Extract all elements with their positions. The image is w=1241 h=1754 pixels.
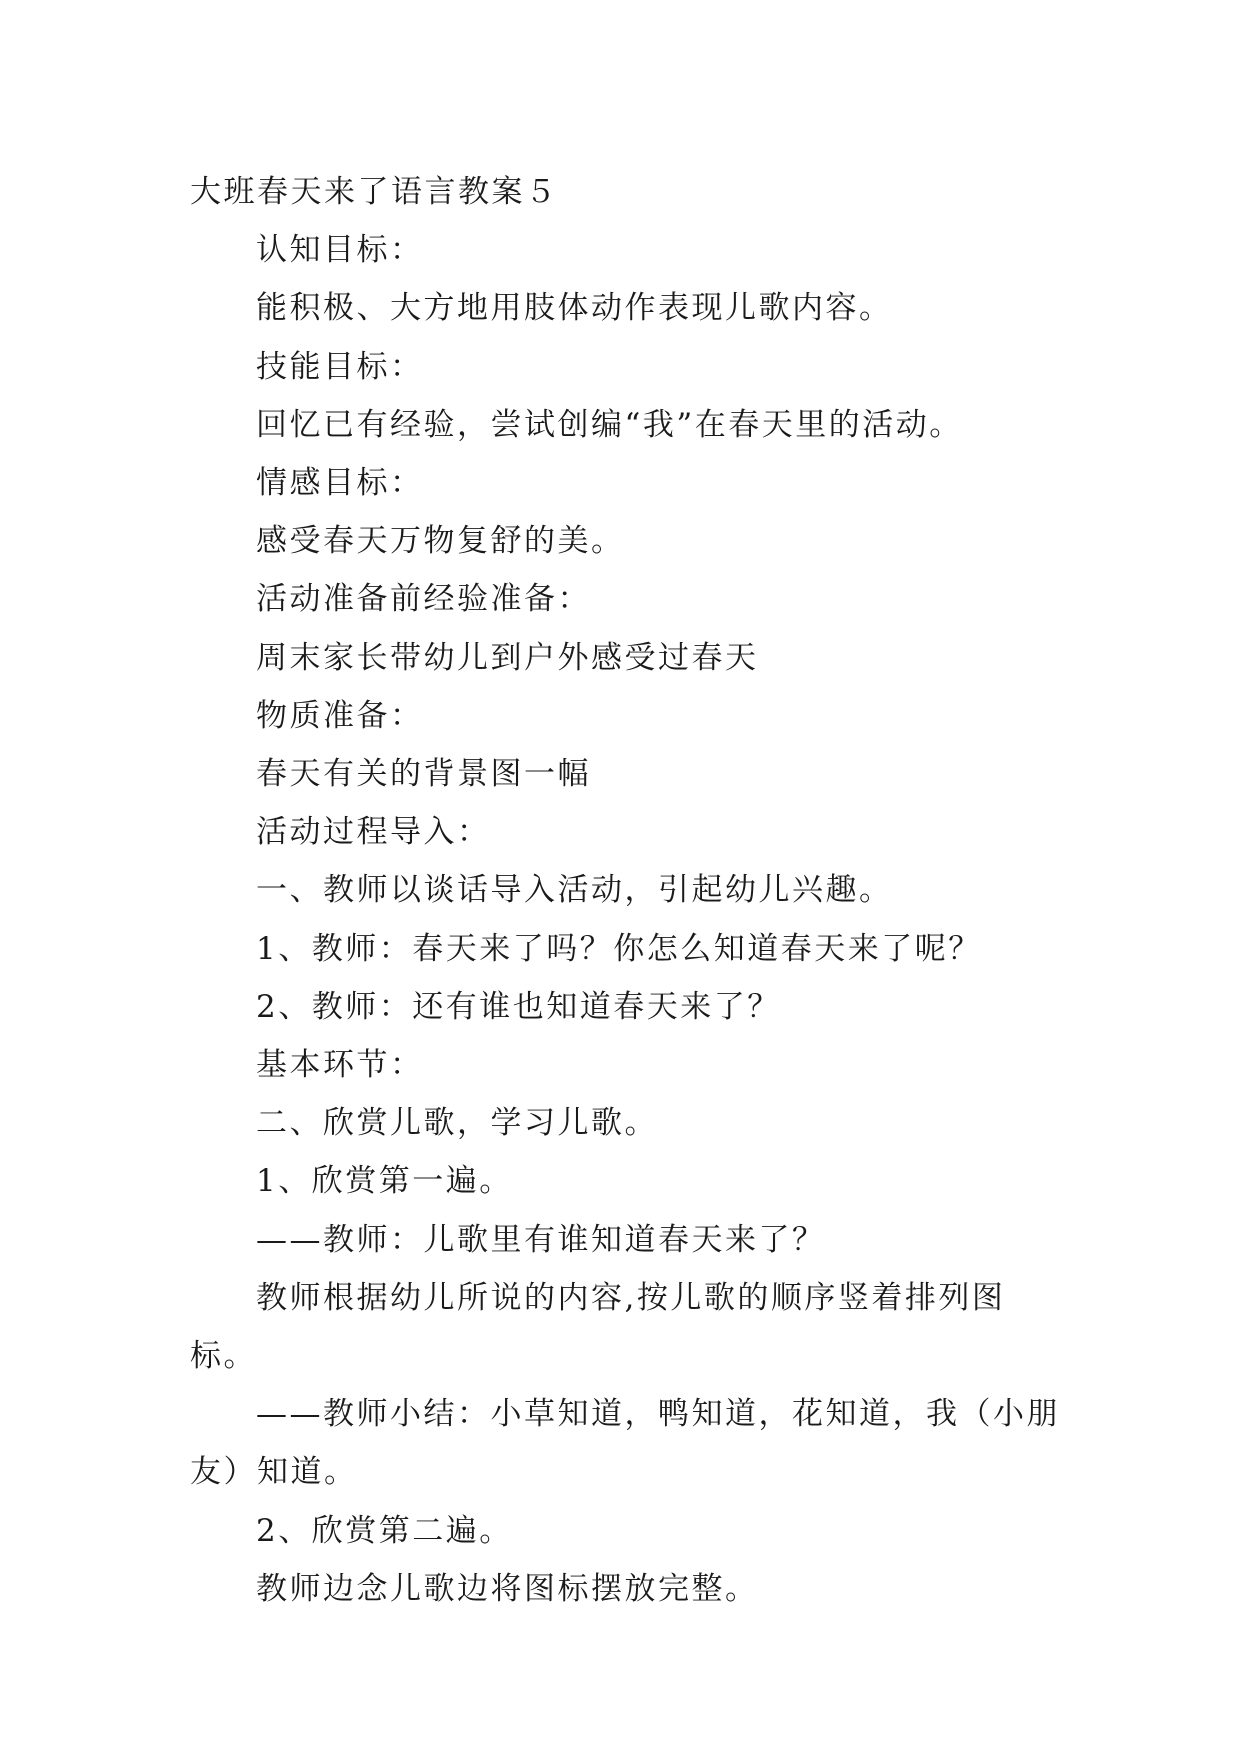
paragraph: 认知目标： <box>256 232 424 269</box>
paragraph: 活动过程导入： <box>256 814 491 851</box>
document-title: 大班春天来了语言教案５ <box>190 174 559 210</box>
paragraph: 回忆已有经验，尝试创编“我”在春天里的活动。 <box>256 406 963 443</box>
paragraph: 物质准备： <box>256 697 424 734</box>
paragraph: 基本环节： <box>256 1047 424 1084</box>
paragraph: 情感目标： <box>256 465 424 502</box>
paragraph: 技能目标： <box>256 348 424 385</box>
paragraph: 感受春天万物复舒的美。 <box>256 523 625 560</box>
paragraph: 1、教师：春天来了吗？你怎么知道春天来了呢？ <box>256 930 982 967</box>
paragraph: 1、欣赏第一遍。 <box>256 1163 513 1200</box>
paragraph: ——教师小结：小草知道，鸭知道，花知道，我（小朋友）知道。 <box>190 1396 1060 1491</box>
paragraph: 能积极、大方地用肢体动作表现儿歌内容。 <box>256 290 893 327</box>
document-body <box>190 163 1060 1618</box>
paragraph: 2、教师：还有谁也知道春天来了？ <box>256 988 781 1025</box>
paragraph: 2、欣赏第二遍。 <box>256 1512 513 1549</box>
paragraph: 周末家长带幼儿到户外感受过春天 <box>256 639 759 676</box>
paragraph: ——教师：儿歌里有谁知道春天来了？ <box>256 1221 826 1258</box>
paragraph: 教师边念儿歌边将图标摆放完整。 <box>256 1570 759 1607</box>
paragraph: 活动准备前经验准备： <box>256 581 591 618</box>
paragraph: 春天有关的背景图一幅 <box>256 756 591 793</box>
paragraph: 教师根据幼儿所说的内容,按儿歌的顺序竖着排列图标。 <box>190 1279 1006 1375</box>
paragraph: 一、教师以谈话导入活动，引起幼儿兴趣。 <box>256 872 893 909</box>
paragraph: 二、欣赏儿歌，学习儿歌。 <box>256 1105 658 1142</box>
